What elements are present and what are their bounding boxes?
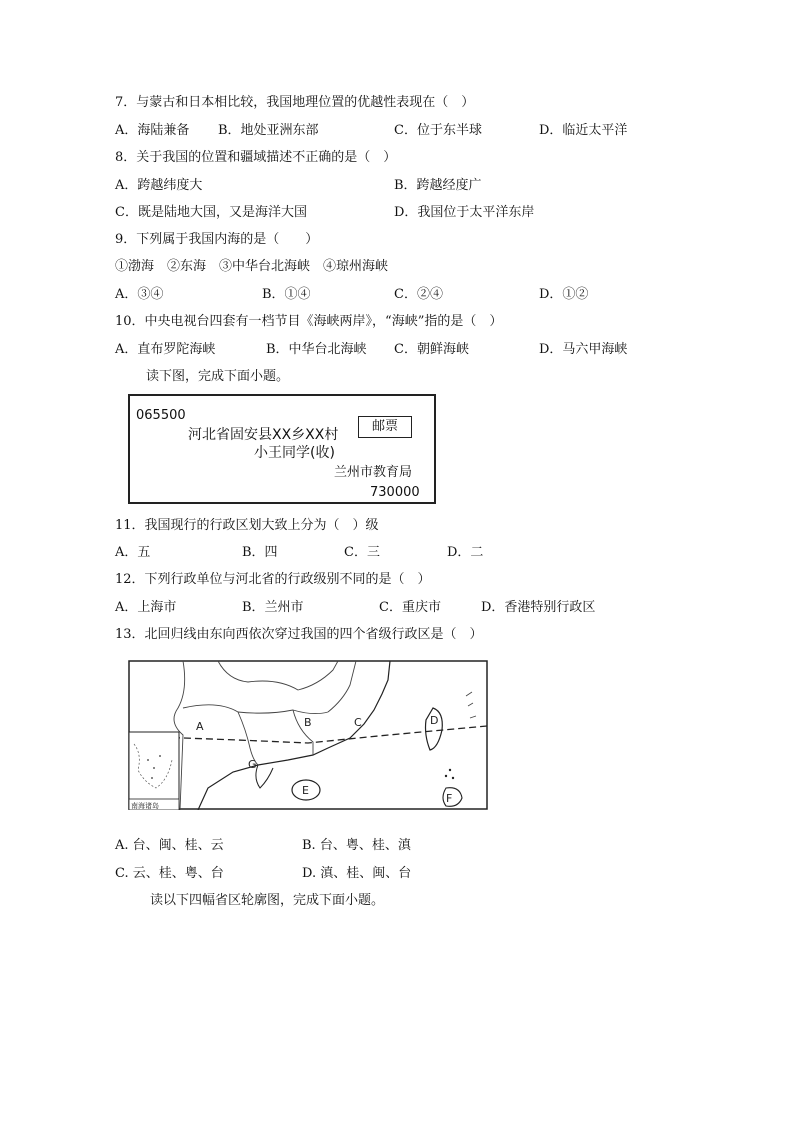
q9-option-d: D．①② — [539, 287, 589, 302]
q10-option-a: A．直布罗陀海峡 — [115, 342, 216, 357]
q12-option-c: C．重庆市 — [379, 600, 441, 615]
q7-option-b: B．地处亚洲东部 — [218, 123, 319, 138]
q9-stem: 9．下列属于我国内海的是（ ） — [115, 232, 319, 247]
q7-stem: 7．与蒙古和日本相比较，我国地理位置的优越性表现在（ ） — [115, 95, 475, 110]
q9-option-c: C．②④ — [394, 287, 443, 302]
q11-stem: 11．我国现行的行政区划大致上分为（ ）级 — [115, 518, 379, 533]
q9-option-b: B．①④ — [262, 287, 311, 302]
q12-option-b: B．兰州市 — [242, 600, 304, 615]
q10-stem: 10．中央电视台四套有一档节目《海峡两岸》，“海峡”指的是（ ） — [115, 314, 503, 329]
q10-option-c: C．朝鲜海峡 — [394, 342, 469, 357]
q7-option-c: C．位于东半球 — [394, 123, 482, 138]
q12-stem: 12．下列行政单位与河北省的行政级别不同的是（ ） — [115, 572, 431, 587]
q11-option-c: C．三 — [344, 545, 380, 560]
q8-option-b: B．跨越经度广 — [394, 178, 482, 193]
recipient-address: 河北省固安县XX乡XX村 — [188, 427, 339, 443]
q11-option-d: D．二 — [447, 545, 484, 560]
q8-stem: 8．关于我国的位置和疆域描述不正确的是（ ） — [115, 150, 397, 165]
envelope-figure — [128, 394, 436, 504]
inset-label: 南海诸岛 — [131, 802, 159, 810]
q7-option-a: A．海陆兼备 — [115, 123, 190, 138]
q12-option-d: D．香港特别行政区 — [481, 600, 596, 615]
q9-option-a: A．③④ — [115, 287, 164, 302]
q10-option-b: B．中华台北海峡 — [266, 342, 367, 357]
map-label-c: C — [354, 716, 362, 729]
q10-option-d: D．马六甲海峡 — [539, 342, 628, 357]
intro-outline-maps: 读以下四幅省区轮廓图，完成下面小题。 — [150, 893, 385, 908]
destination-zip: 730000 — [370, 485, 420, 500]
q11-option-a: A．五 — [115, 545, 151, 560]
q13-option-b: B. 台、粤、桂、滇 — [302, 838, 411, 853]
q8-option-c: C．既是陆地大国，又是海洋大国 — [115, 205, 307, 220]
recipient-name: 小王同学(收) — [254, 445, 335, 461]
map-label-a: A — [196, 720, 204, 733]
stamp-box: 邮票 — [358, 416, 412, 438]
sender-zip: 065500 — [136, 408, 186, 423]
intro-read-figure: 读下图，完成下面小题。 — [146, 369, 290, 384]
map-label-g: G — [248, 758, 257, 771]
q9-items: ①渤海 ②东海 ③中华台北海峡 ④琼州海峡 — [115, 259, 389, 274]
q13-option-a: A. 台、闽、桂、云 — [115, 838, 224, 853]
q12-option-a: A．上海市 — [115, 600, 177, 615]
sender-name: 兰州市教育局 — [334, 465, 413, 480]
map-label-e: E — [302, 784, 309, 797]
q13-stem: 13．北回归线由东向西依次穿过我国的四个省级行政区是（ ） — [115, 627, 483, 642]
map-label-f: F — [446, 792, 453, 805]
q8-option-a: A．跨越纬度大 — [115, 178, 203, 193]
q7-option-d: D．临近太平洋 — [539, 123, 628, 138]
q13-option-d: D. 滇、桂、闽、台 — [302, 866, 412, 881]
q11-option-b: B．四 — [242, 545, 278, 560]
map-label-b: B — [304, 716, 312, 729]
south-china-map — [128, 660, 488, 810]
map-label-d: D — [430, 714, 439, 727]
q8-option-d: D．我国位于太平洋东岸 — [394, 205, 535, 220]
q13-option-c: C. 云、桂、粤、台 — [115, 866, 224, 881]
